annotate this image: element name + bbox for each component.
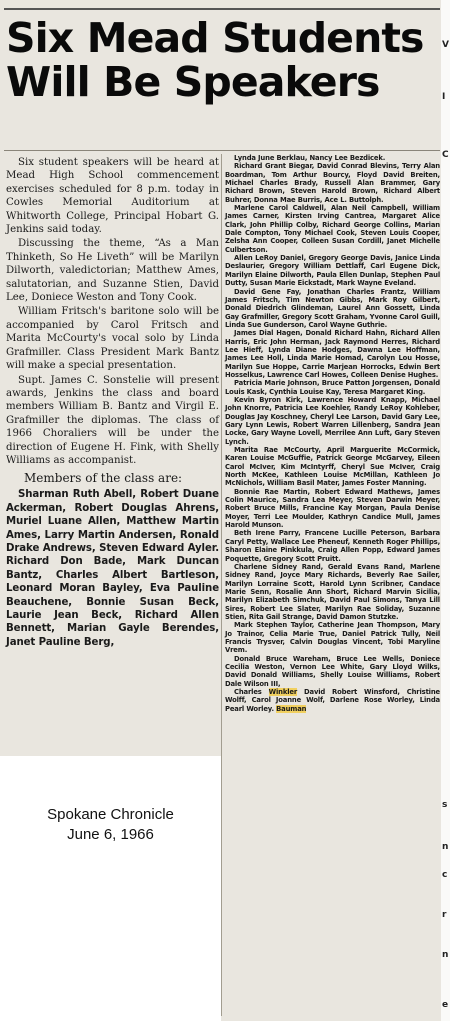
- members-paragraph: Kevin Byron Kirk, Lawrence Howard Knapp, Michael John Knorre, Patricia Lee Koehler, Randy LeRoy Kohleber, Douglas Jay Koschney, Cheryl Lee Larson, David Gary Lee, Gary Lynn Lewis, Robert Warren Lillenberg, Sandra Jean Locke, Gary Wayne Lovell, Merrilee Ann Luft, Gary Steven Lynch.: [225, 395, 440, 446]
- headline: [6, 16, 442, 104]
- members-paragraph: David Gene Fay, Jonathan Charles Frantz, William James Fritsch, Tim Newton Gibbs, Mark Roy Gilbert, Donald Diedrich Glindeman, Laurel Ann Gossett, Linda Gay Grafmiller, Gregory Scott Graham, Yvonne Carol Guill, Linda Sue Gunderson, Carol Wayne Guthrie.: [225, 287, 440, 329]
- edge-letter: C: [442, 150, 449, 160]
- members-final-paragraph: [225, 688, 440, 713]
- caption-paper: Spokane Chronicle: [47, 806, 174, 823]
- article-paragraph: Supt. James C. Sonstelie will present awards, Jenkins the class and board members William B. Bantz and Virgil E. Grafmiller the diplomas. The class of 1966 Choraliers will be under the direction of Eugene H. Fink, with Shelly Williams as accompanist.: [6, 374, 219, 466]
- members-paragraph: Marlene Carol Caldwell, Alan Neil Campbell, William James Carner, Kirsten Irving Cantrea, Margaret Alice Clark, John Phillip Colby, Richard George Collins, Marian Dale Compton, Tony Michael Cook, Steven Louis Cooper, Zelsha Ann Cooper, Colleen Susan Cordill, Janet Michelle Culbertson.: [225, 204, 440, 254]
- members-paragraph: Beth Irene Parry, Francene Lucille Peterson, Barbara Caryl Petty, Wallace Lee Pheneuf, Kenneth Roger Phillips, Sharon Elaine Pinkkula, Craig Allen Popp, Edward James Poquette, Gregory Scott Pruitt.: [225, 529, 440, 563]
- edge-letter: e: [442, 1000, 449, 1010]
- article-paragraph: Six student speakers will be heard at Mead High School commencement exercises scheduled for 8 p.m. today in Cowles Memorial Auditorium at Whitworth College, Principal Hobart G. Jenkins said today.: [6, 157, 219, 236]
- members-paragraph: Bonnie Rae Martin, Robert Edward Mathews, James Colin Maurice, Sandra Lea Meyer, Steven Darwin Meyer, Robert Bruce Mills, Francine Kay Morgan, Paula Denise Moyer, Terri Lee Moulder, Kathryn Candice Mull, James Harold Munson.: [225, 487, 440, 530]
- members-heading: Members of the class are:: [24, 471, 183, 486]
- headline-line-2: Will Be Speakers: [6, 58, 380, 106]
- members-paragraph: Lynda June Berklau, Nancy Lee Bezdicek.: [234, 154, 386, 162]
- edge-letter: s: [442, 800, 448, 810]
- members-paragraph: Mark Stephen Taylor, Catherine Jean Thompson, Mary Jo Trainor, Celia Marie True, Daniel Patrick Tully, Neil Francis Trysver, Calvin Douglas Vincent, Tobi Maryline Vrem.: [225, 621, 440, 655]
- edge-letter: c: [442, 870, 448, 880]
- final-names: David Robert Winsford, Christine Wolff, Carol Joanne Wolf, Darlene Rose Worley, Linda Pearl Worley.: [225, 688, 441, 713]
- top-rule: [4, 8, 440, 10]
- left-column: [6, 156, 219, 650]
- members-paragraph: Charlene Sidney Rand, Gerald Evans Rand, Marlene Sidney Rand, Joyce Mary Richards, Beverly Rae Sailer, Marilyn Lorraine Scott, Harold Lynn Scribner, Candace Marie Senn, Rosalie Ann Short, Richard Marvin Sicilia, Marilyn Elizabeth Simchuk, David Paul Simons, Tanya Lill Sires, Robert Lee Slater, Marilyn Rae Soliday, Suzanne Stien, Rita Gail Strange, David Damon Stutzke.: [225, 562, 440, 621]
- members-paragraph: Patricia Marie Johnson, Bruce Patton Jorgensen, Donald Louis Kask, Cynthia Louise Kay, Teresa Margaret King.: [225, 379, 440, 396]
- highlighted-name-winkler: Winkler: [268, 688, 298, 696]
- adjacent-column-edge: [441, 0, 450, 1021]
- edge-letter: I: [442, 92, 446, 102]
- caption-date: June 6, 1966: [67, 826, 154, 843]
- edge-letter: n: [442, 842, 449, 852]
- headline-line-1: Six Mead Students: [6, 14, 424, 62]
- edge-letter: V: [442, 40, 449, 50]
- members-paragraph: Allen LeRoy Daniel, Gregory George Davis, Janice Linda Deslaurier, Gregory William Dettlaff, Carl Eugene Dick, Marilyn Elaine Dilworth, Paula Ellen Dunlap, Stephen Paul Dutty, Susan Marie Eickstadt, Mark Wayne Eveland.: [225, 254, 440, 288]
- members-paragraph: Donald Bruce Wareham, Bruce Lee Wells, Doniece Cecilia Weston, Vernon Lee White, Gary Lloyd Wilks, David Donald Williams, Shelly Louise Williams, Robert Dale Wilson III,: [225, 654, 440, 688]
- source-caption: [0, 756, 221, 1021]
- article-paragraph: Discussing the theme, “As a Man Thinketh, So He Liveth” will be Marilyn Dilworth, valedictorian; Matthew Ames, salutatorian, and Suzanne Stien, David Lee, Doniece Weston and Tony Cook.: [6, 238, 219, 304]
- article-paragraph: William Fritsch's baritone solo will be accompanied by Carol Fritsch and Marita McCourty's vocal solo by Linda Grafmiller. Class President Mark Bantz will make a special presentation.: [6, 306, 219, 372]
- headline-rule: [4, 150, 440, 151]
- members-paragraph: James Dial Hagen, Donald Richard Hahn, Richard Allen Harris, Eric John Herman, Jack Raymond Herres, Richard Lee Hieff, Lynda Diane Hodges, Dawna Lee Hoffman, James Lee Holl, Linda Marie Homad, Carolyn Lou Hosse, Marilyn Sue Hoppe, Carrie Marjean Horrocks, Edwin Bert Hosselkus, Lawrence Carl Howes, Colleen Denise Hughes.: [225, 329, 440, 379]
- members-list-left: Sharman Ruth Abell, Robert Duane Ackerman, Robert Douglas Ahrens, Muriel Luane Allen, Matthew Martin Ames, Larry Martin Andersen, Ronald Drake Andrews, Steven Edward Ayler. Richard Don Bade, Mark Duncan Bantz, Charles Albert Bartleson, Leonard Moran Bayley, Eva Pauline Beauchene, Bonnie Susan Beck, Laurie Jean Beck, Richard Allen Bennett, Marian Gayle Berendes, Janet Pauline Berg,: [6, 489, 219, 648]
- members-paragraph: Richard Grant Biegar, David Conrad Blevins, Terry Alan Boardman, Tom Arthur Bourcy, Floyd David Breiten, Michael Charles Brady, Russell Alan Brammer, Gary Richard Brown, Steven Harold Brown, Richard Albert Buhrer, Donna Mae Burris, Ace L. Buttolph.: [225, 162, 440, 204]
- right-column: [225, 154, 440, 713]
- column-separator: [221, 154, 222, 1016]
- edge-letter: r: [442, 910, 447, 920]
- highlighted-name-bauman: Bauman: [276, 704, 307, 713]
- edge-letter: n: [442, 950, 449, 960]
- members-paragraph: Marita Rae McCourty, April Marguerite McCormick, Karen Louise McGuffie, Patrick George McGarvey, Eileen Carol McIver, Kim McIntyrff, Cheryl Sue McIver, Craig North McKee, Kathleen Louise McMillan, Kathleen Jo McNichols, William Basil Mater, James Foster Manning.: [225, 446, 440, 488]
- final-lead-name: Charles: [234, 688, 262, 696]
